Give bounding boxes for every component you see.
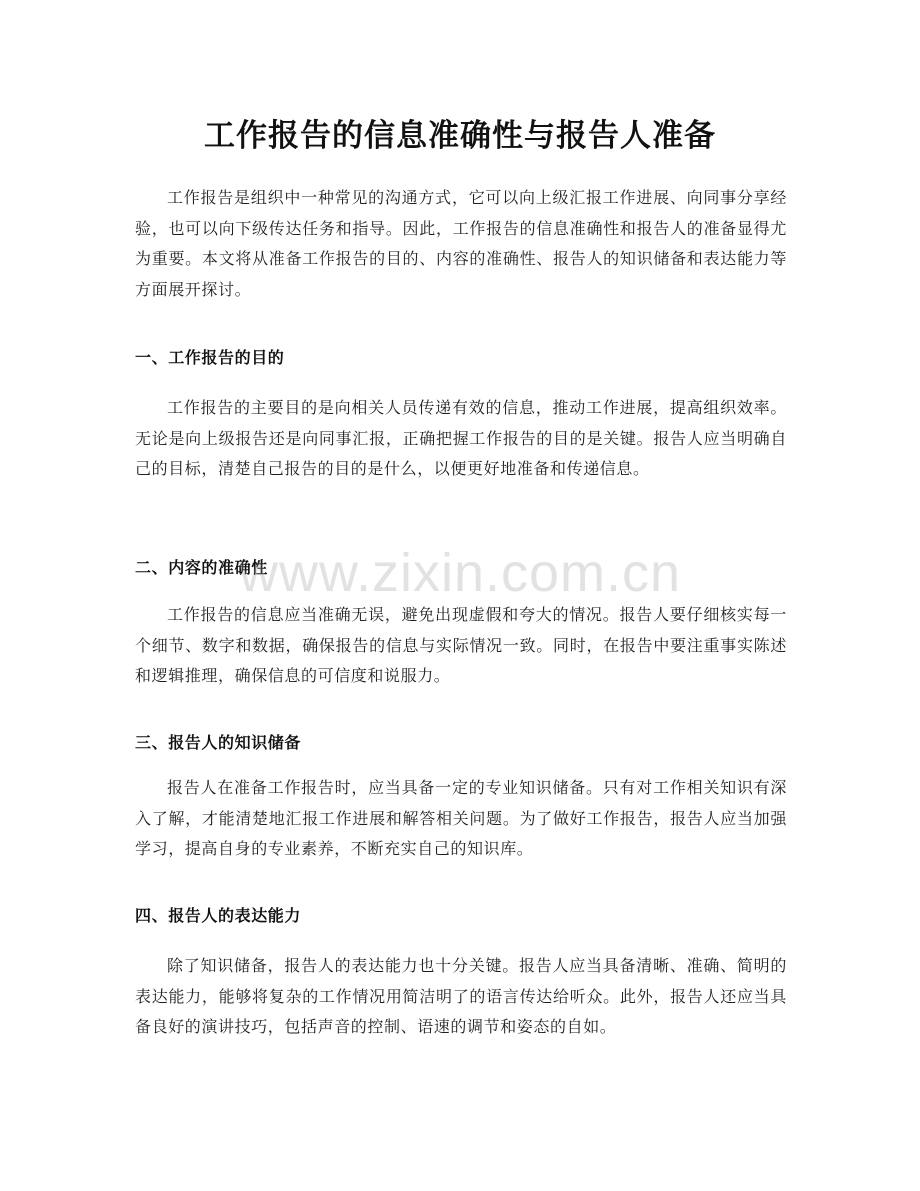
watermark: www.zixin.com.cn: [238, 543, 682, 603]
section-heading-accuracy: 二、内容的准确性: [135, 558, 268, 577]
section-heading-purpose: 一、工作报告的目的: [135, 348, 285, 367]
section-body-purpose: 工作报告的主要目的是向相关人员传递有效的信息，推动工作进展，提高组织效率。无论是向上级报告还是向同事汇报，正确把握工作报告的目的是关键。报告人应当明确自己的目标，清楚自己报告的目的是什么，以便更好地准备和传递信息。: [135, 398, 787, 478]
section-body-knowledge: 报告人在准备工作报告时，应当具备一定的专业知识储备。只有对工作相关知识有深入了解，才能清楚地汇报工作进展和解答相关问题。为了做好工作报告，报告人应当加强学习，提高自身的专业素养，不断充实自己的知识库。: [135, 778, 787, 858]
section-heading-expression: 四、报告人的表达能力: [135, 906, 302, 925]
intro-paragraph: 工作报告是组织中一种常见的沟通方式，它可以向上级汇报工作进展、向同事分享经验，也可以向下级传达任务和指导。因此，工作报告的信息准确性和报告人的准备显得尤为重要。本文将从准备工作报告的目的、内容的准确性、报告人的知识储备和表达能力等方面展开探讨。: [135, 188, 787, 299]
section-body-expression: 除了知识储备，报告人的表达能力也十分关键。报告人应当具备清晰、准确、简明的表达能力，能够将复杂的工作情况用简洁明了的语言传达给听众。此外，报告人还应当具备良好的演讲技巧，包括声音的控制、语速的调节和姿态的自如。: [135, 956, 787, 1036]
section-heading-knowledge: 三、报告人的知识储备: [135, 733, 302, 752]
document-title: 工作报告的信息准确性与报告人准备: [204, 118, 716, 154]
section-body-accuracy: 工作报告的信息应当准确无误，避免出现虚假和夸大的情况。报告人要仔细核实每一个细节、数字和数据，确保报告的信息与实际情况一致。同时，在报告中要注重事实陈述和逻辑推理，确保信息的可信度和说服力。: [135, 605, 787, 685]
